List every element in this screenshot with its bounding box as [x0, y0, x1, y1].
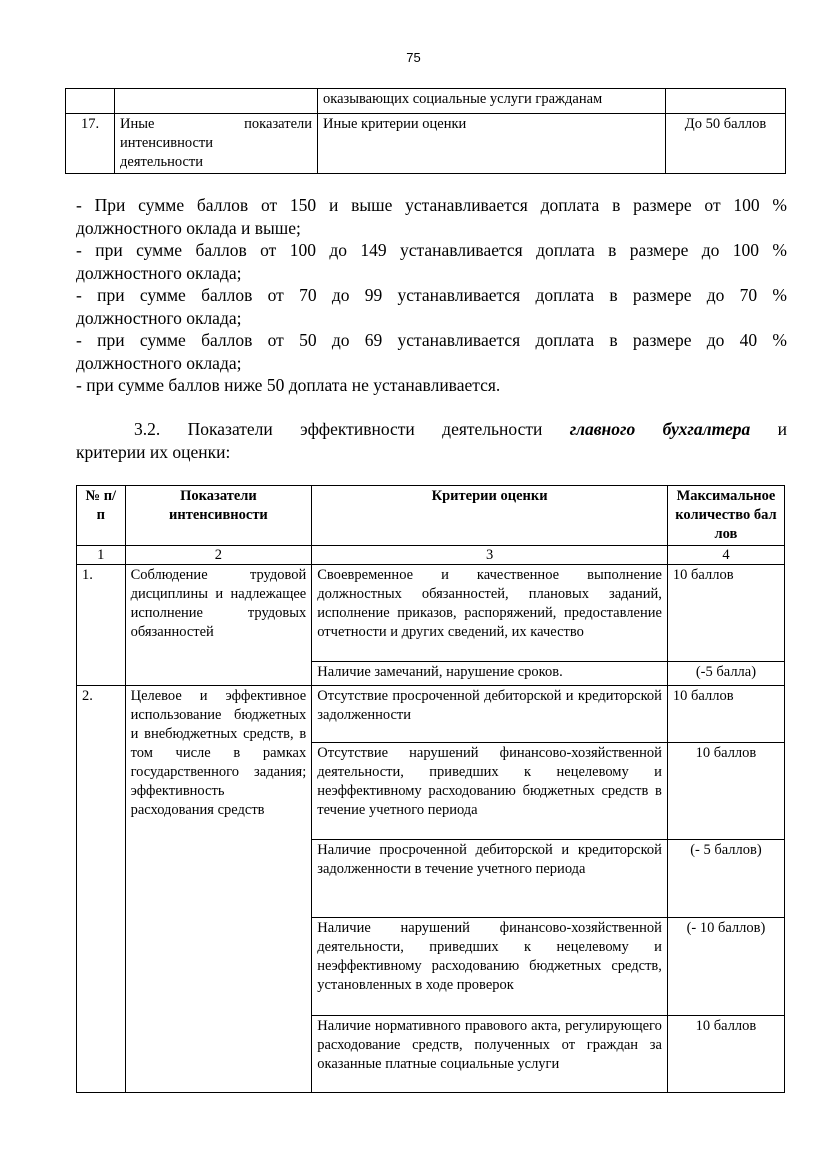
column-number: 4 — [667, 546, 784, 565]
indicator-cell: Соблюдение трудовой дисциплины и надлежащее исполнение трудовых обязанностей — [125, 565, 312, 686]
bonus-rules — [76, 194, 787, 397]
header-max: Максимальное количество баллов — [667, 486, 784, 546]
criteria-cell: Иные критерии оценки — [318, 114, 666, 174]
row-number: 1. — [77, 565, 126, 686]
row-number: 2. — [77, 686, 126, 1093]
indicator-cell: Целевое и эффективное использование бюджетных и внебюджетных средств, в том числе в рамках государственного задания; эффективность расходования средств — [125, 686, 312, 1093]
points-cell: 10 баллов — [667, 686, 784, 743]
criteria-cell: Наличие просроченной дебиторской и кредиторской задолженности в течение учетного периода — [312, 840, 668, 918]
indicator-word: Иные — [120, 116, 155, 132]
table-row — [66, 89, 786, 114]
indicator-word: показатели — [244, 116, 312, 132]
points-cell: (-5 балла) — [667, 662, 784, 686]
continuation-table — [65, 88, 786, 174]
points-cell: 10 баллов — [667, 743, 784, 840]
header-num: № п/п — [77, 486, 126, 546]
table-row — [77, 686, 785, 743]
bullet-line: должностного оклада и выше; — [76, 217, 301, 238]
table-row — [66, 114, 786, 174]
bullet-line: - при сумме баллов ниже 50 доплата не устанавливается. — [76, 375, 501, 395]
column-number-row — [77, 546, 785, 565]
column-number: 1 — [77, 546, 126, 565]
criteria-cell: Отсутствие нарушений финансово-хозяйственной деятельности, приведших к нецелевому и неэффективному расходованию бюджетных средств в течение учетного периода — [312, 743, 668, 840]
header-indicator: Показатели интенсивности — [125, 486, 312, 546]
bullet-line: должностного оклада; — [76, 262, 242, 283]
points-cell: До 50 баллов — [666, 114, 786, 174]
table-cell — [66, 89, 115, 114]
page-number: 75 — [406, 50, 421, 65]
section-prefix: 3.2. Показатели эффективности деятельности — [134, 419, 543, 439]
points-cell: (- 5 баллов) — [667, 840, 784, 918]
points-cell: 10 баллов — [667, 1016, 784, 1093]
bullet-line: должностного оклада; — [76, 352, 242, 373]
points-cell: (- 10 баллов) — [667, 918, 784, 1016]
header-criteria: Критерии оценки — [312, 486, 668, 546]
criteria-cell: Наличие замечаний, нарушение сроков. — [312, 662, 668, 686]
bullet-line: - при сумме баллов от 100 до 149 устанавливается доплата в размере до 100 % — [76, 240, 787, 260]
bullet-line: - при сумме баллов от 70 до 99 устанавливается доплата в размере до 70 % — [76, 285, 787, 305]
section-heading-line: критерии их оценки: — [76, 441, 231, 462]
section-heading — [76, 418, 787, 463]
indicator-cell — [115, 114, 318, 174]
bullet-line: должностного оклада; — [76, 307, 242, 328]
criteria-cell: Наличие нормативного правового акта, регулирующего расходование средств, полученных от граждан за оказанные платные социальные услуги — [312, 1016, 668, 1093]
criteria-table — [76, 485, 785, 1093]
row-number: 17. — [66, 114, 115, 174]
column-number: 2 — [125, 546, 312, 565]
column-number: 3 — [312, 546, 668, 565]
section-emphasis: главного бухгалтера — [569, 419, 751, 439]
table-row — [77, 565, 785, 662]
criteria-cell: Наличие нарушений финансово-хозяйственной деятельности, приведших к нецелевому и неэффективному расходованию бюджетных средств, установленных в ходе проверок — [312, 918, 668, 1016]
bullet-line: - при сумме баллов от 50 до 69 устанавливается доплата в размере до 40 % — [76, 330, 787, 350]
points-cell: 10 баллов — [667, 565, 784, 662]
table-cell — [666, 89, 786, 114]
section-suffix: и — [777, 419, 787, 439]
criteria-cell: Своевременное и качественное выполнение должностных обязанностей, плановых заданий, исполнение приказов, распоряжений, предоставление отчетности и других сведений, их качество — [312, 565, 668, 662]
section-heading-line — [76, 418, 787, 441]
table-header-row — [77, 486, 785, 546]
bullet-line: - При сумме баллов от 150 и выше устанавливается доплата в размере от 100 % — [76, 195, 787, 215]
table-cell: оказывающих социальные услуги гражданам — [318, 89, 666, 114]
indicator-text: интенсивности деятельности — [120, 135, 213, 170]
criteria-cell: Отсутствие просроченной дебиторской и кредиторской задолженности — [312, 686, 668, 743]
table-cell — [115, 89, 318, 114]
